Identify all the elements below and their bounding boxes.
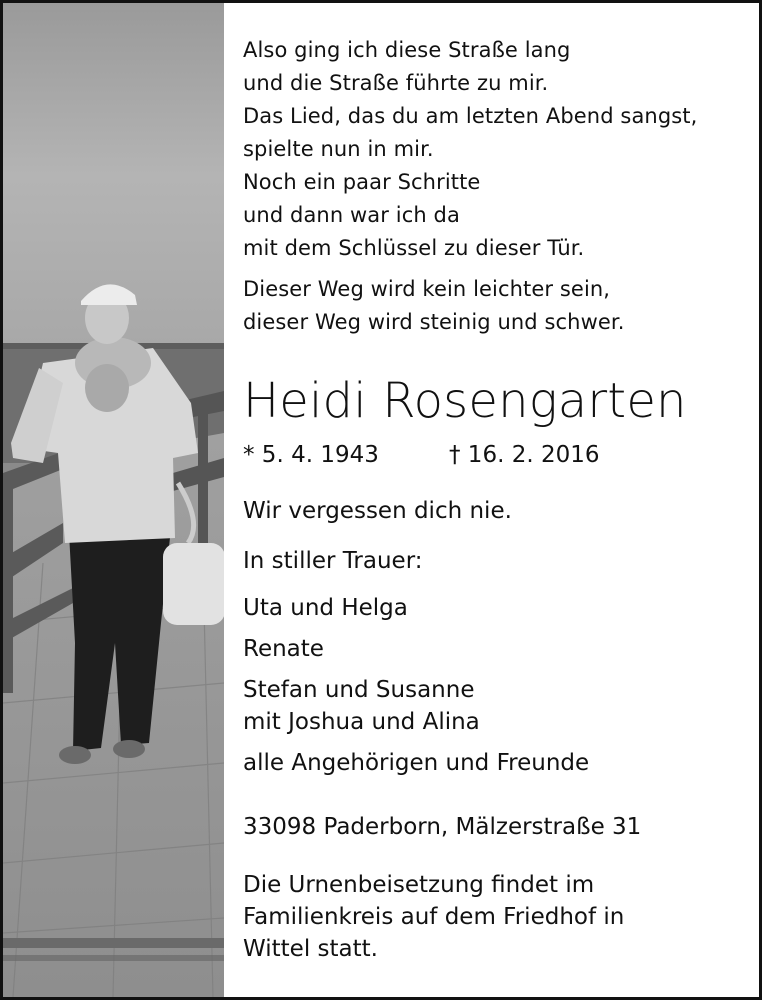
mourners-intro: In stiller Trauer: [243,548,423,574]
burial-notice-line: Die Urnenbeisetzung findet im [243,872,595,898]
poem-line: mit dem Schlüssel zu dieser Tür. [243,236,585,260]
poem-line: Dieser Weg wird kein leichter sein, [243,277,611,301]
mourner-name: Uta und Helga [243,595,408,621]
portrait-photo [3,3,224,997]
mourner-name: Stefan und Susanne [243,677,475,703]
mourner-name: mit Joshua und Alina [243,709,480,735]
burial-notice-line: Familienkreis auf dem Friedhof in [243,904,625,930]
poem-line: und die Straße führte zu mir. [243,71,549,95]
poem-line: spielte nun in mir. [243,137,434,161]
obituary-notice [3,3,759,997]
mourner-name: alle Angehörigen und Freunde [243,750,590,776]
deceased-name: Heidi Rosengarten [243,373,687,429]
farewell-line: Wir vergessen dich nie. [243,498,512,524]
poem-line: Das Lied, das du am letzten Abend sangst, [243,104,698,128]
birth-date: * 5. 4. 1943 [243,442,379,468]
poem-line: dieser Weg wird steinig und schwer. [243,310,625,334]
poem-line: Also ging ich diese Straße lang [243,38,571,62]
death-date: † 16. 2. 2016 [449,442,600,468]
address-line: 33098 Paderborn, Mälzerstraße 31 [243,814,642,840]
mourner-name: Renate [243,636,324,662]
photo-illustration [3,3,224,997]
poem-line: Noch ein paar Schritte [243,170,481,194]
poem-line: und dann war ich da [243,203,460,227]
burial-notice-line: Wittel statt. [243,936,378,962]
